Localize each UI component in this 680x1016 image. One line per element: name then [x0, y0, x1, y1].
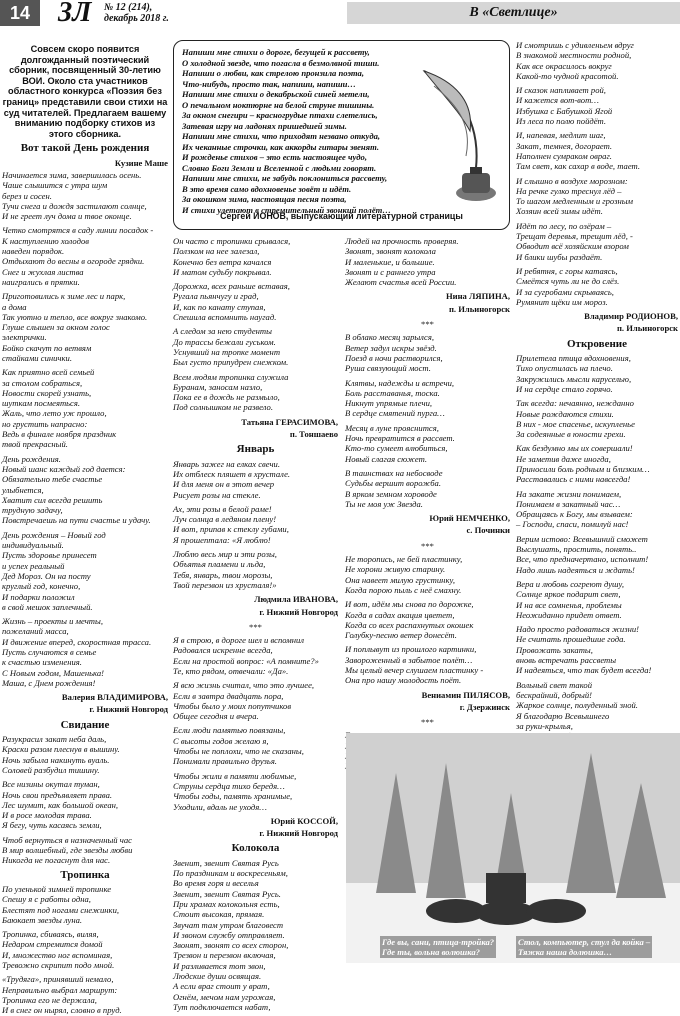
poem-stanza: В облако месяц зарылся, Ветер задул искры звёзд. Поезд в ночи растворился, Руша связующий мост.	[345, 332, 443, 374]
poem-stanza: И сказок напливает рой, И кажется вот-вот… Избушка с Бабушкой Ягой Из леса по полю пойдёт.	[516, 85, 613, 127]
column-4	[516, 40, 678, 730]
poem-stanza: И, напевая, медлит шаг, Закат, темнея, догорает. Наполнен сумраком овраг. Там свет, как сахар в воде, тает.	[516, 130, 640, 172]
poem-stanza: Дорожка, всех раньше вставая, Ругала пьянчугу и град, И, как по канату ступая, Спешила вспомнить наугад.	[173, 281, 290, 323]
poem-stanza: Разукрасил закат неба даль, Краски разом плеснув в вышину. Ночь забыла накинуть вуаль. Соловей разбудил тишину.	[2, 734, 120, 775]
section-title: В «Светлице»	[347, 2, 680, 24]
poem-separator: ***	[421, 717, 434, 728]
poem-author: Валерия ВЛАДИМИРОВА,	[61, 692, 168, 703]
poem-stanza: «Трудяга», принявший немало, Неправильно выбрал маршрут: Тропинка его не держала, И в снег он нырял, словно в пруд.	[2, 974, 122, 1016]
poem-stanza: На закате жизни понимаем, Понимаем в закатный час… Обращаясь к Богу, мы взываем: – Господи, спаси, помилуй нас!	[516, 488, 633, 530]
poem-stanza: Как бездумно мы их совершали! Не заметив даже иногда, Приносили боль родным и близким… Расставались с ними навсегда!	[516, 443, 650, 485]
poem-author: Людмила ИВАНОВА,	[254, 594, 338, 605]
poem-stanza: Тропинка, сбиваясь, виляя, Недаром стремится домой И, множество ног вспоминая, Тревожно скрипит подо мной.	[2, 929, 115, 971]
poem-title: Вот такой День рождения	[20, 142, 150, 155]
poem-stanza: Надо просто радоваться жизни! Не считать прошедшие года. Провожать закаты, вновь встречать рассветы И надеяться, что так будет всегда!	[516, 624, 652, 676]
author-city: г. Нижний Новгород	[259, 828, 338, 839]
poem-stanza: Четко смотрятся в саду линии посадок - К наступлению холодов наведен порядок. Отдыхают до весны в огороде грядки. Снег и жухлая листва наигрались в прятки.	[2, 225, 154, 287]
poem-stanza: Если люди памятью повязаны, С высоты годов желаю я, Чтобы не поплохи, что не сказаны, Понимали правильно друзья.	[173, 725, 304, 767]
poem-author: Татьяна ГЕРАСИМОВА,	[241, 416, 338, 427]
issue-info	[104, 2, 169, 24]
poem-separator: ***	[421, 319, 434, 330]
poem-separator: ***	[249, 621, 262, 632]
poem-author: Кузине Маше	[114, 157, 168, 168]
page-number: 14	[0, 0, 40, 26]
poem-stanza: Я всю жизнь считал, что это лучшее, Если в завтра двадцать пора, Чтобы было у моих попутчиков Общее сегодня и вчера.	[173, 680, 315, 722]
poem-author: Владимир РОДИОНОВ,	[584, 311, 678, 322]
poem-stanza: И вот, идём мы снова по дорожке, Когда в садах акация цветет, Когда со всех распахнутых окошек Голубку-песню ветер донесёт.	[345, 599, 474, 641]
author-city: п. Ильиногорск	[448, 303, 510, 314]
photo-caption-left: Где вы, сани, птица-тройка? Где ты, вольна волюшка?	[382, 937, 495, 957]
poem-stanza: Месяц в луне прояснится, Ночь превратится в рассвет. Кто-то сумеет влюбиться, Новый слагая сюжет.	[345, 422, 455, 464]
column-3	[345, 236, 510, 731]
poem-stanza: Вера и любовь согреют душу, Солнце яркое подарит свет, И на все сомненья, проблемы Неожиданно придет ответ.	[516, 578, 625, 620]
page-header	[0, 0, 680, 26]
newspaper-logo: ЗЛ	[58, 0, 92, 28]
issue-number: № 12 (214),	[104, 2, 153, 13]
poem-stanza: Прилетела птица вдохновения, Тихо опустилась на плечо. Закружились мысли каруселью, И на сердце стало горячо.	[516, 353, 632, 394]
issue-date: декабрь 2018 г.	[104, 13, 169, 24]
poem-stanza: Звенит, звенит Святая Русь По праздникам и воскресеньям, Во время горя и веселья Звенит, звенит Святая Русь. При храмах колокольня есть, Стоит высокая, прямая. Звучат там утром благовест И звоном службу отправляет. Звонят, звонят со всех сторон, Трезвон и перезвон включая, И разливается тот звон, Людские души освящая. А если враг стоит у врат, Огнём, мечом нам угрожая, Тут подключается набат,	[173, 857, 289, 1012]
poem-title: Свидание	[60, 718, 110, 731]
poem-stanza: Начинается зима, завершилась осень. Чаше слышится с утра шум берез и сосен. Тучи снега и дождя застилают солнце, И не греет луч дома и твое оконце.	[2, 169, 147, 222]
poem-stanza: Чтобы жили в памяти любимые, Струны сердца тихо бередя… Чтобы годы, память хранимые, Уходили, вдаль не уходя…	[173, 770, 297, 812]
poem-stanza: Так всегда: нечаянно, нежданно Новые рождаются стихи. В них - мое спасенье, искупленье За содеянные в юности грехи.	[516, 398, 635, 440]
poem-stanza: Ах, эти розы в белой раме! Луч солнца в ледяном плену! И вот, припав к стеклу губами, Я прошептала: «Я люблю!	[173, 503, 289, 545]
poem-stanza: А следом за нею студенты До трассы бежали гуськом. Уснувший на тропке момент Был густо припудрен снежком.	[173, 326, 289, 368]
poem-stanza: Верим истово: Всевышний сможет Выслушать, простить, понять.. Все, что предначертано, исполнит! Надо лишь надеяться и ждать!	[516, 533, 649, 575]
poem-stanza: Вольный свет такой бескрайний, добрый! Жаркое солнце, полуденный зной. Я благодарю Всевышнего за руки-крылья,	[516, 679, 638, 731]
winter-troika-photo	[346, 733, 680, 963]
poem-separator: ***	[421, 540, 434, 551]
poem-stanza: В таинствах на небосводе Судьбы вершит ворожба. В ярком земном хороводе Ты не моя уж Звезда.	[345, 467, 443, 509]
poem-stanza: Я в строю, в дороге шел и вспомнил Радовался искренне всегда, Если на простой вопрос: «А помните?» Те, кто рядом, отвечали: «Да».	[173, 635, 319, 676]
poem-stanza: И поплывут из прошлого картинки, Завороженный в забытое полёт… Мы целый вечер слушаем пластинку - Она про нашу молодость поёт.	[345, 644, 484, 686]
poem-stanza: Как приятно всей семьей за столом собраться, Новости скорей узнать, шуткам посмеяться. Жаль, что лето уж прошло, но грустить напрасно: Ведь в финале ноября праздник твой прекрасный.	[2, 367, 117, 450]
poem-stanza: И смотришь с удивленьем вдруг В знакомой местности родной, Как все окрасилось вокруг Какой-то чудной красотой.	[516, 40, 634, 81]
poem-stanza: Он часто с тропинки срывался, Ползком на нее залезал, Конечно без ветра качался И матом судьбу покрывал.	[173, 236, 291, 277]
author-city: г. Нижний Новгород	[89, 704, 168, 715]
author-city: п. Тоншаево	[289, 429, 338, 440]
poem-author: Юрий КОССОЙ,	[270, 815, 338, 826]
poem-stanza: День рождения. Новый шанс каждый год дается: Обязательно тебе счастье улыбнется, Хватит сил всегда решить трудную задачу, Повстречаешь на пути счастье и удачу.	[2, 453, 151, 526]
poem-title: Январь	[236, 443, 275, 456]
author-city: г. Дзержинск	[459, 701, 510, 712]
poem-stanza: Людей на прочность проверяя. Звонят, звонят колокола И маленькие, и большие. Звонят и с раннего утра Желают счастья всей России.	[345, 236, 459, 288]
quill-inkwell-icon	[404, 61, 504, 211]
author-city: с. Починки	[466, 525, 510, 536]
poem-stanza: Идёт по лесу, по озёрам – Трещат деревья, трещит лёд, - Обводит всё хозяйским взором И блики шубы раздаёт.	[516, 220, 633, 262]
featured-poem: Напиши мне стихи о дороге, бегущей к рассвету, О холодной звезде, что погасла в безмолвной тиши. Напиши о любви, как стрелою пронзила поэта, Что-нибудь, просто так, напиши, напиши… Напиши мне стихи о декабрьской синей метели, О печальном ноктюрне на белой струне тишины. За окном снегири – красногрудые птахи слетелись, Затевая игру на ладонях пришедшей зимы. Напиши мне стихи, что приходят незвано откуда, Их чеканные строчки, как аккорды гитары звенят. И рожденье стихов – это есть настоящее чудо, Словно Боги Земли и Вселенной с людьми говорят. Напиши мне стихи, не забудь поклониться рассвету, В это время само вдохновенье зовёт и идёт. За окошком зима, настоящая песня поэта, И стихи улетают в стремительный звонкий полёт…	[182, 47, 391, 215]
poem-author: Юрий НЕМЧЕНКО,	[429, 513, 510, 524]
poem-author: Вениамин ПИЛЯСОВ,	[421, 689, 510, 700]
poem-author: Нина ЛЯПИНА,	[445, 291, 510, 302]
photo-caption-right: Стол, компьютер, стул да койка – Тяжка наша долюшка…	[518, 937, 651, 957]
poem-stanza: Люблю весь мир и эти розы, Объятья пламени и льда, Тебя, январь, твои морозы, Твой перезвон из хрусталя!»	[173, 549, 277, 590]
poem-stanza: День рождения – Новый год индивидуальный. Пусть здоровье принесет и успех реальный Дед Мороз. Он на посту круглый год, конечно, И подарки положил в свой мешок заплечный.	[2, 529, 106, 612]
poem-stanza: Приготовились к зиме лес и парк, а дома Так уютно и тепло, все вокруг знакомо. Глуше слышен за окном голос электрички. Бойко скачут по ветвям стайками синички.	[2, 291, 148, 363]
poem-stanza: И ребятня, с горы катаясь, Смеётся чуть ли не до слёз. И за сугробами скрываясь, Румянит щёки им мороз.	[516, 265, 620, 307]
poem-stanza: По узенькой зимней тропинке Спешу я с работы одна, Блестят под ногами снежинки, Баюкает звезды луна.	[2, 883, 120, 925]
snowy-forest-troika-image	[346, 733, 680, 963]
poem-title: Откровение	[566, 337, 628, 350]
author-city: п. Ильиногорск	[616, 323, 678, 334]
featured-poem-author: Сергей ИОНОВ, выпускающий литературной страницы	[220, 211, 463, 221]
poem-stanza: Жизнь – проекты и мечты, пожеланий масса, И движение вперед, скоростная трасса. Пусть случаются в семье к счастью изменения. С Новым годом, Машенька! Маша, с Днем рождения!	[2, 616, 152, 688]
intro-text: Совсем скоро появится долгожданный поэтический сборник, посвященный 30-летию ВОИ. Около ста участников областного конкурса «Поэзия без границ» представили свои стихи на суд читателей. Предлагаем вашему вниманию подборку стихов из этого сборника.	[2, 44, 168, 139]
poem-title: Тропинка	[60, 868, 110, 881]
poem-stanza: Клятвы, надежды и встречи, Боль расставанья, тоска. Никнут упрямые плечи, В сердце смятений пурга…	[345, 377, 455, 419]
featured-poem-frame	[173, 40, 510, 230]
poem-stanza: Все низины окутал туман, Ночь свои предъявляет права. Лес шумит, как большой океан, И в росе молодая трава. Я бегу, чуть касаясь земли,	[2, 779, 119, 831]
poem-stanza: Всем людям тропинка служила Буранам, заносам назло, Пока ее в дождь не размыло, Под солнышком не развело.	[173, 371, 289, 413]
poem-stanza: Чтоб вернуться в назначенный час В мир волшебный, где звезды любви Никогда не погаснут для нас.	[2, 834, 133, 866]
poem-stanza: Январь зажег на елках свечи. Их отблеск пляшет в хрустале. И для меня он в этот вечер Рисует розы на стекле.	[173, 458, 291, 500]
column-2	[173, 236, 338, 1012]
column-1	[2, 44, 168, 1016]
poem-stanza: И слышно в воздухе морозном: На речке гулко треснул лёд – То шагом медленным и грозным Хозяин всей зимы идёт.	[516, 175, 634, 217]
author-city: г. Нижний Новгород	[259, 606, 338, 617]
poem-title: Колокола	[231, 842, 280, 855]
poem-stanza: Не торопись, не бей пластинку, Не хорони живую старину. Она навеет милую грустинку, Когда порою пыль с неё смахну.	[345, 554, 463, 595]
